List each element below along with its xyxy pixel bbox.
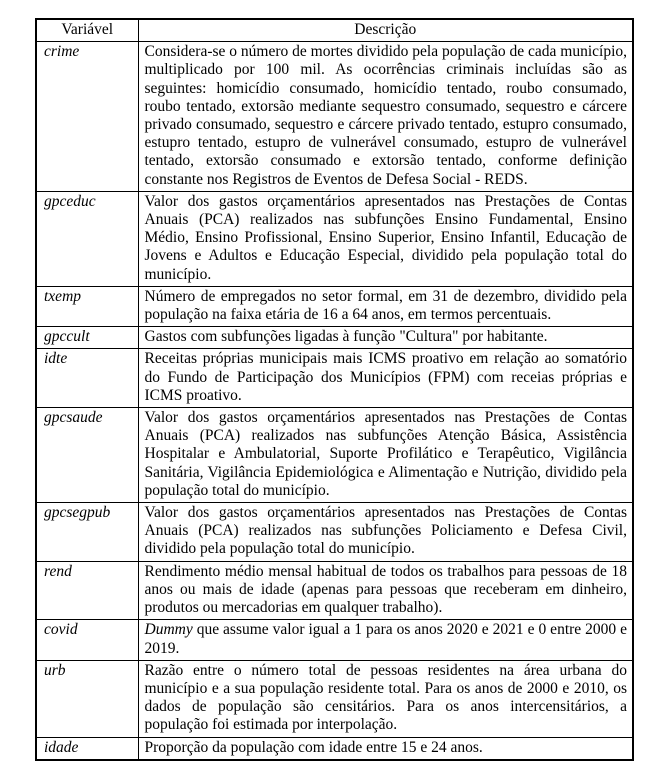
description-cell — [138, 737, 633, 760]
variables-description-table — [35, 18, 634, 761]
description-text: Valor dos gastos orçamentários apresentados nas Prestações de Contas Anuais (PCA) realizados nas subfunções Atenção Básica, Assistência Hospitalar e Ambulatorial, Suporte Profilático e Terapêutico, Vigilância Sanitária, Vigilância Epidemiológica e Alimentação e Nutrição, dividido pela população total do município. — [144, 409, 627, 499]
table-body — [36, 42, 633, 760]
variable-name-cell: txemp — [36, 286, 138, 326]
description-cell — [138, 408, 633, 503]
table-row-rend — [36, 561, 633, 620]
table-row-gpceduc — [36, 191, 633, 286]
description-text: Proporção da população com idade entre 15 e 24 anos. — [144, 738, 483, 756]
table-row-gpccult — [36, 327, 633, 349]
table-row-covid — [36, 620, 633, 660]
variable-name-cell: crime — [36, 42, 138, 192]
table-row-gpcsaude — [36, 408, 633, 503]
variable-name-cell: urb — [36, 660, 138, 737]
description-cell — [138, 286, 633, 326]
table-row-gpcsegpub — [36, 503, 633, 562]
table-header — [36, 19, 633, 42]
variable-name-cell: gpccult — [36, 327, 138, 349]
variable-name-cell: idade — [36, 737, 138, 760]
description-italic-lead: Dummy — [144, 621, 193, 639]
description-cell — [138, 503, 633, 562]
description-text: Gastos com subfunções ligadas à função "Cultura" por habitante. — [144, 328, 548, 346]
description-text: Razão entre o número total de pessoas residentes na área urbana do município e a sua população residente total. Para os anos de 2000 e 2010, os dados de população são censitários. Para os anos intercensitários, a população foi estimada por interpolação. — [144, 661, 627, 734]
table-row-txemp — [36, 286, 633, 326]
description-text: Valor dos gastos orçamentários apresentados nas Prestações de Contas Anuais (PCA) realizados nas subfunções Policiamento e Defesa Civil, dividido pela população total do município. — [144, 504, 627, 558]
variable-name-cell: idte — [36, 349, 138, 408]
column-header-descricao: Descrição — [138, 19, 633, 42]
description-cell — [138, 191, 633, 286]
description-cell — [138, 327, 633, 349]
description-text: Rendimento médio mensal habitual de todos os trabalhos para pessoas de 18 anos ou mais de idade (apenas para pessoas que receberam em dinheiro, produtos ou mercadorias em qualquer trabalho). — [144, 562, 627, 617]
table-row-idte — [36, 349, 633, 408]
description-cell — [138, 660, 633, 737]
description-cell — [138, 561, 633, 620]
table-row-crime — [36, 42, 633, 192]
description-cell — [138, 349, 633, 408]
table-row-urb — [36, 660, 633, 737]
description-cell — [138, 620, 633, 660]
variable-name-cell: gpceduc — [36, 191, 138, 286]
header-row — [36, 19, 633, 42]
variable-name-cell: gpcsaude — [36, 408, 138, 503]
description-cell — [138, 42, 633, 192]
description-text: Receitas próprias municipais mais ICMS proativo em relação ao somatório do Fundo de Participação dos Municípios (FPM) com receias próprias e ICMS proativo. — [144, 350, 627, 404]
description-text: Número de empregados no setor formal, em 31 de dezembro, dividido pela população na faixa etária de 16 a 64 anos, em termos percentuais. — [144, 287, 627, 324]
description-text: Valor dos gastos orçamentários apresentados nas Prestações de Contas Anuais (PCA) realizados nas subfunções Ensino Fundamental, Ensino Médio, Ensino Profissional, Ensino Superior, Ensino Infantil, Educação de Jovens e Adultos e Educação Especial, dividido pela população total do município. — [144, 192, 627, 283]
description-text: Considera-se o número de mortes dividido pela população de cada município, multiplicado por 100 mil. As ocorrências criminais incluídas são as seguintes: homicídio consumado, homicídio tentado, roubo consumado, roubo tentado, extorsão mediante sequestro consumado, sequestro e cárcere privado consumado, sequestro e cárcere privado tentado, estupro consumado, estupro tentado, estupro de vulnerável consumado, estupro de vulnerável tentado, extorsão consumado e extorsão tentado, conforme definição constante nos Registros de Eventos de Defesa Social - REDS. — [144, 43, 628, 188]
column-header-variavel: Variável — [36, 19, 138, 42]
variable-name-cell: gpcsegpub — [36, 503, 138, 562]
description-text: que assume valor igual a 1 para os anos 2020 e 2021 e 0 entre 2000 e 2019. — [144, 621, 627, 657]
table-row-idade — [36, 737, 633, 760]
variable-name-cell: rend — [36, 561, 138, 620]
variable-name-cell: covid — [36, 620, 138, 660]
